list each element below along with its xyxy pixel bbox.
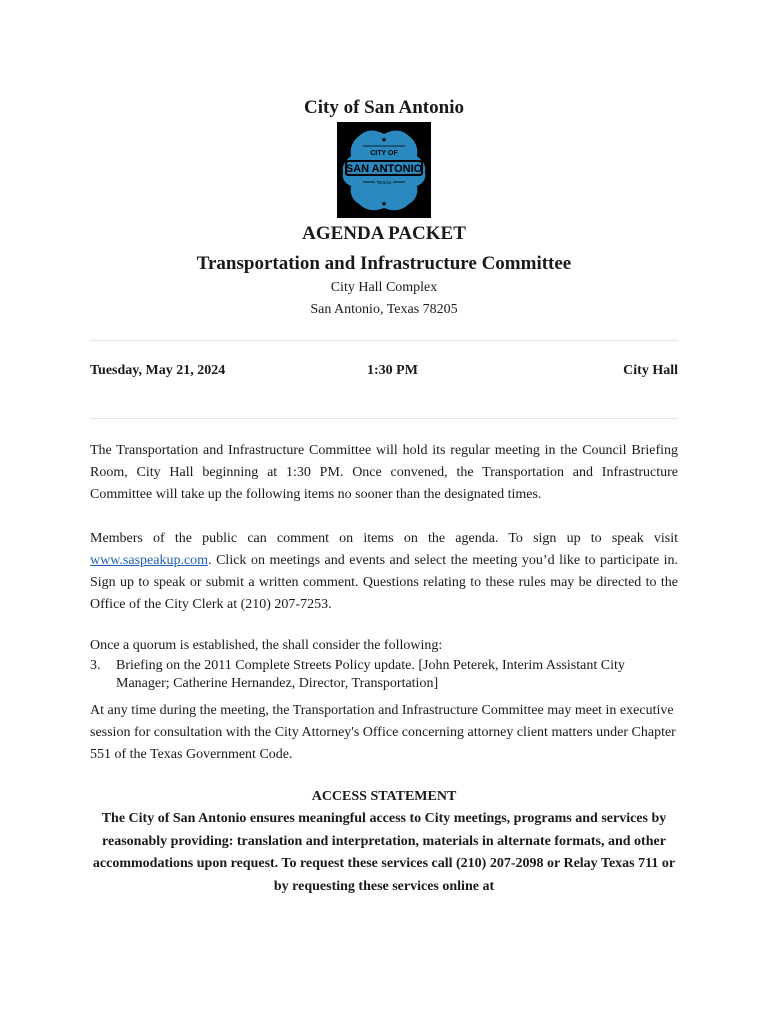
intro-paragraph: The Transportation and Infrastructure Committee will hold its regular meeting in the Council Briefing Room, City Hall beginning at 1:30 PM. Once convened, the Transportation and Infrastructure Committee will take up the following items no sooner than the designated times. bbox=[90, 443, 678, 502]
logo-line2: SAN ANTONIO bbox=[345, 163, 423, 175]
public-comment-paragraph bbox=[90, 528, 678, 616]
saspeakup-link[interactable]: www.saspeakup.com bbox=[90, 553, 209, 568]
committee-name: Transportation and Infrastructure Committee bbox=[196, 253, 572, 274]
meeting-date: Tuesday, May 21, 2024 bbox=[90, 363, 226, 378]
divider-top bbox=[90, 340, 678, 341]
comment-text-before: Members of the public can comment on items on the agenda. To sign up to speak visit bbox=[90, 531, 678, 546]
meeting-location: City Hall bbox=[623, 363, 678, 378]
meeting-time: 1:30 PM bbox=[367, 363, 418, 378]
access-statement-title: ACCESS STATEMENT bbox=[311, 789, 457, 804]
address-line1: City Hall Complex bbox=[330, 280, 438, 295]
doc-title: AGENDA PACKET bbox=[302, 223, 466, 244]
city-seal-logo bbox=[337, 122, 431, 218]
divider-bottom bbox=[90, 418, 678, 419]
executive-session-paragraph: At any time during the meeting, the Transportation and Infrastructure Committee may meet in executive session for consultation with the City Attorney's Office concerning attorney client matters under Chapter 551 of the Texas Government Code. bbox=[90, 703, 676, 762]
quorum-paragraph: Once a quorum is established, the shall consider the following: bbox=[90, 638, 443, 653]
city-seal-icon bbox=[337, 122, 431, 218]
svg-text:★: ★ bbox=[380, 137, 388, 144]
logo-line1: CITY OF bbox=[370, 150, 398, 157]
logo-line3: TEXAS bbox=[376, 180, 392, 185]
city-title: City of San Antonio bbox=[304, 97, 464, 118]
agenda-item-number: 3. bbox=[90, 658, 101, 673]
comment-text-after: . Click on meetings and events and select the meeting you’d like to participate in. Sign up to speak or submit a written comment. Questions relating to these rules may be directed to the Office of the City Clerk at (210) 207-7253. bbox=[90, 553, 678, 612]
address-line2: San Antonio, Texas 78205 bbox=[310, 302, 458, 317]
svg-text:★: ★ bbox=[380, 201, 388, 208]
agenda-item-text: Briefing on the 2011 Complete Streets Policy update. [John Peterek, Interim Assistant City Manager; Catherine Hernandez, Director, Transportation] bbox=[116, 658, 625, 691]
access-statement-text: The City of San Antonio ensures meaningful access to City meetings, programs and services by reasonably providing: translation and interpretation, materials in alternate formats, and other accommodations upon request. To request these services call (210) 207-2098 or Relay Texas 711 or by requesting these services online at bbox=[92, 811, 676, 894]
